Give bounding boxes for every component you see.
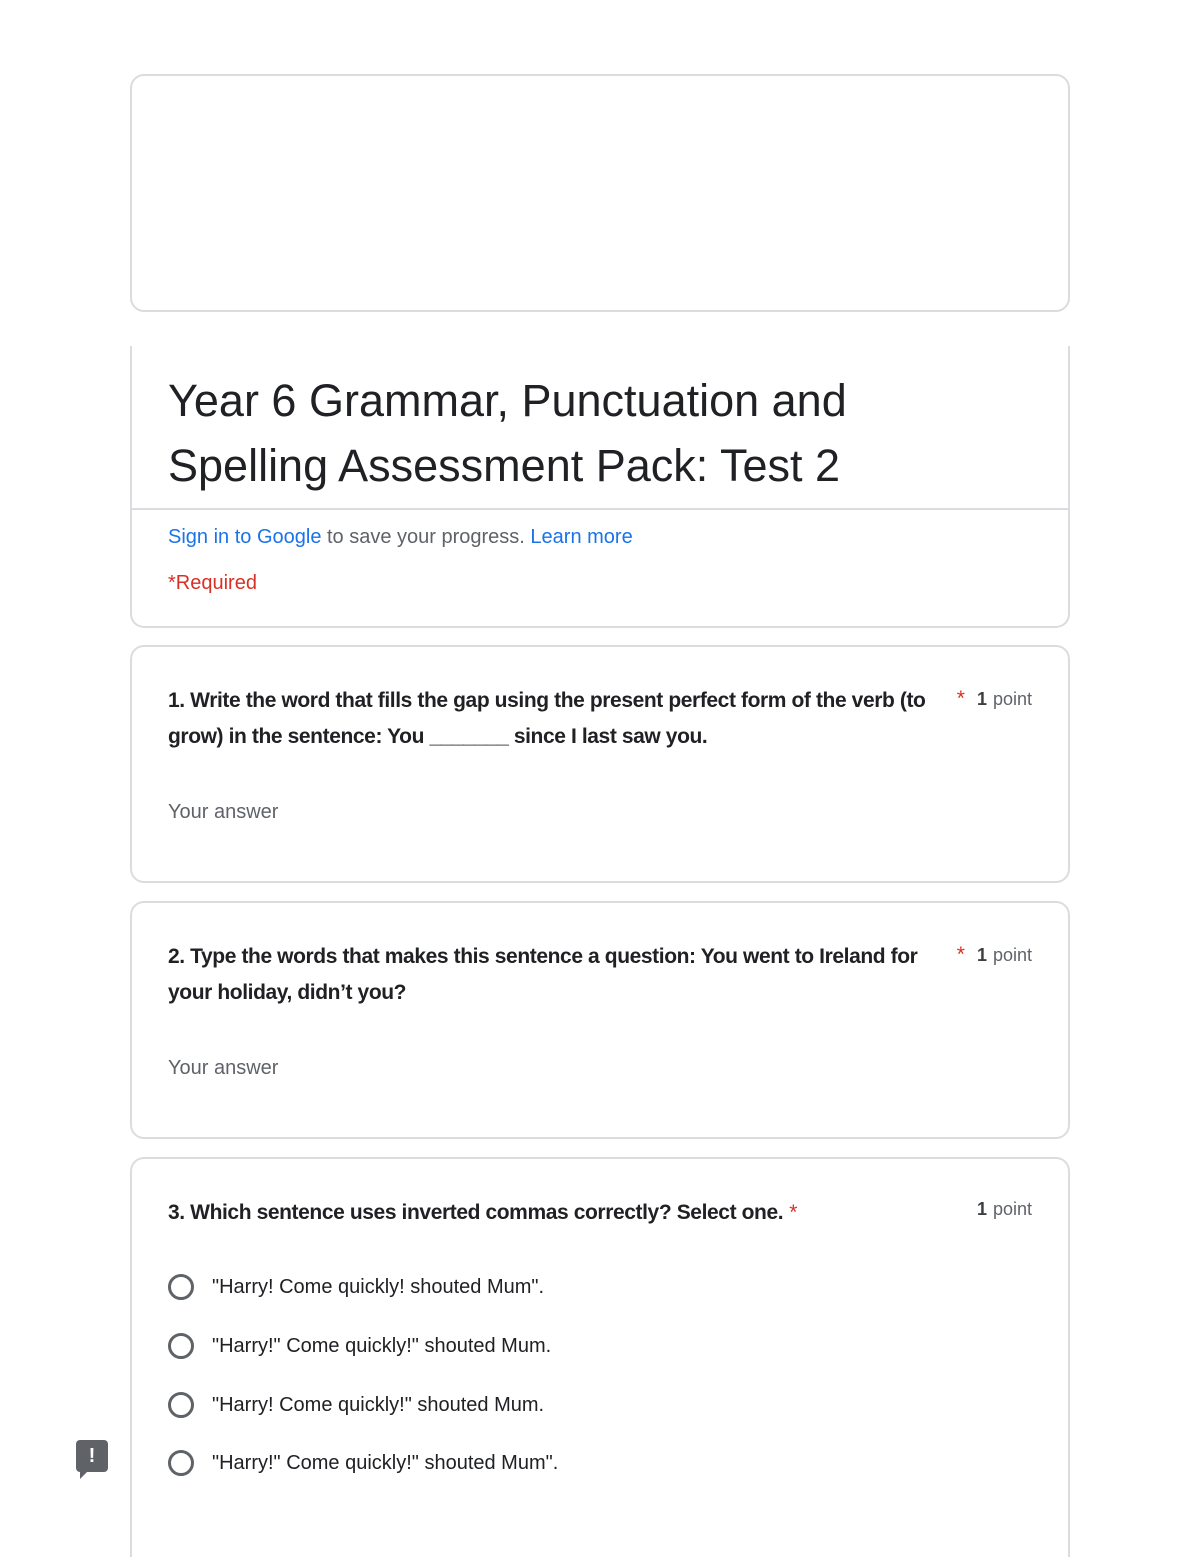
radio-option-2[interactable] xyxy=(168,1326,551,1366)
question-text-1: 1. Write the word that fills the gap using the present perfect form of the verb (to grow) in the sentence: You _______ since I last saw you. xyxy=(168,689,926,748)
report-problem-icon[interactable]: ! xyxy=(76,1440,108,1472)
radio-button[interactable] xyxy=(168,1450,194,1476)
question-text-3-label: 3. Which sentence uses inverted commas correctly? Select one. xyxy=(168,1201,784,1224)
radio-option-3[interactable] xyxy=(168,1385,544,1425)
signin-line xyxy=(168,526,633,549)
option-label: "Harry!" Come quickly!" shouted Mum. xyxy=(212,1334,552,1357)
form-title-card xyxy=(130,346,1070,628)
question-points-2 xyxy=(957,943,1032,967)
answer-input-1[interactable] xyxy=(168,801,588,824)
signin-text: to save your progress. xyxy=(321,526,531,548)
header-image-card xyxy=(130,74,1070,312)
radio-button[interactable] xyxy=(168,1392,194,1418)
divider xyxy=(132,508,1068,510)
option-label: "Harry!" Come quickly!" shouted Mum". xyxy=(212,1451,559,1474)
required-star: * xyxy=(956,687,965,710)
question-points-3 xyxy=(977,1199,1032,1220)
question-card-3 xyxy=(130,1157,1070,1557)
answer-input-2[interactable] xyxy=(168,1057,588,1080)
option-label: "Harry! Come quickly!" shouted Mum. xyxy=(212,1393,545,1416)
question-card-1 xyxy=(130,645,1070,883)
radio-button[interactable] xyxy=(168,1333,194,1359)
required-note: *Required xyxy=(168,572,257,594)
question-text-3 xyxy=(168,1195,948,1231)
question-points-1 xyxy=(957,687,1032,711)
points-unit: point xyxy=(992,944,1032,965)
question-text-2: 2. Type the words that makes this sentence a question: You went to Ireland for your holiday, didn’t you? xyxy=(168,945,918,1004)
signin-link[interactable]: Sign in to Google xyxy=(168,526,322,548)
points-number: 1 xyxy=(976,1199,987,1219)
points-unit: point xyxy=(992,1199,1032,1219)
points-number: 1 xyxy=(976,944,987,965)
form-title: Year 6 Grammar, Punctuation and Spelling Assessment Pack: Test 2 xyxy=(168,375,847,491)
option-label: "Harry! Come quickly! shouted Mum". xyxy=(212,1275,545,1298)
radio-button[interactable] xyxy=(168,1274,194,1300)
required-star: * xyxy=(789,1201,797,1224)
points-number: 1 xyxy=(976,688,987,709)
radio-option-4[interactable] xyxy=(168,1443,558,1483)
question-card-2 xyxy=(130,901,1070,1139)
radio-option-1[interactable] xyxy=(168,1267,544,1307)
required-star: * xyxy=(956,943,965,966)
points-unit: point xyxy=(992,688,1032,709)
learn-more-link[interactable]: Learn more xyxy=(530,526,633,548)
